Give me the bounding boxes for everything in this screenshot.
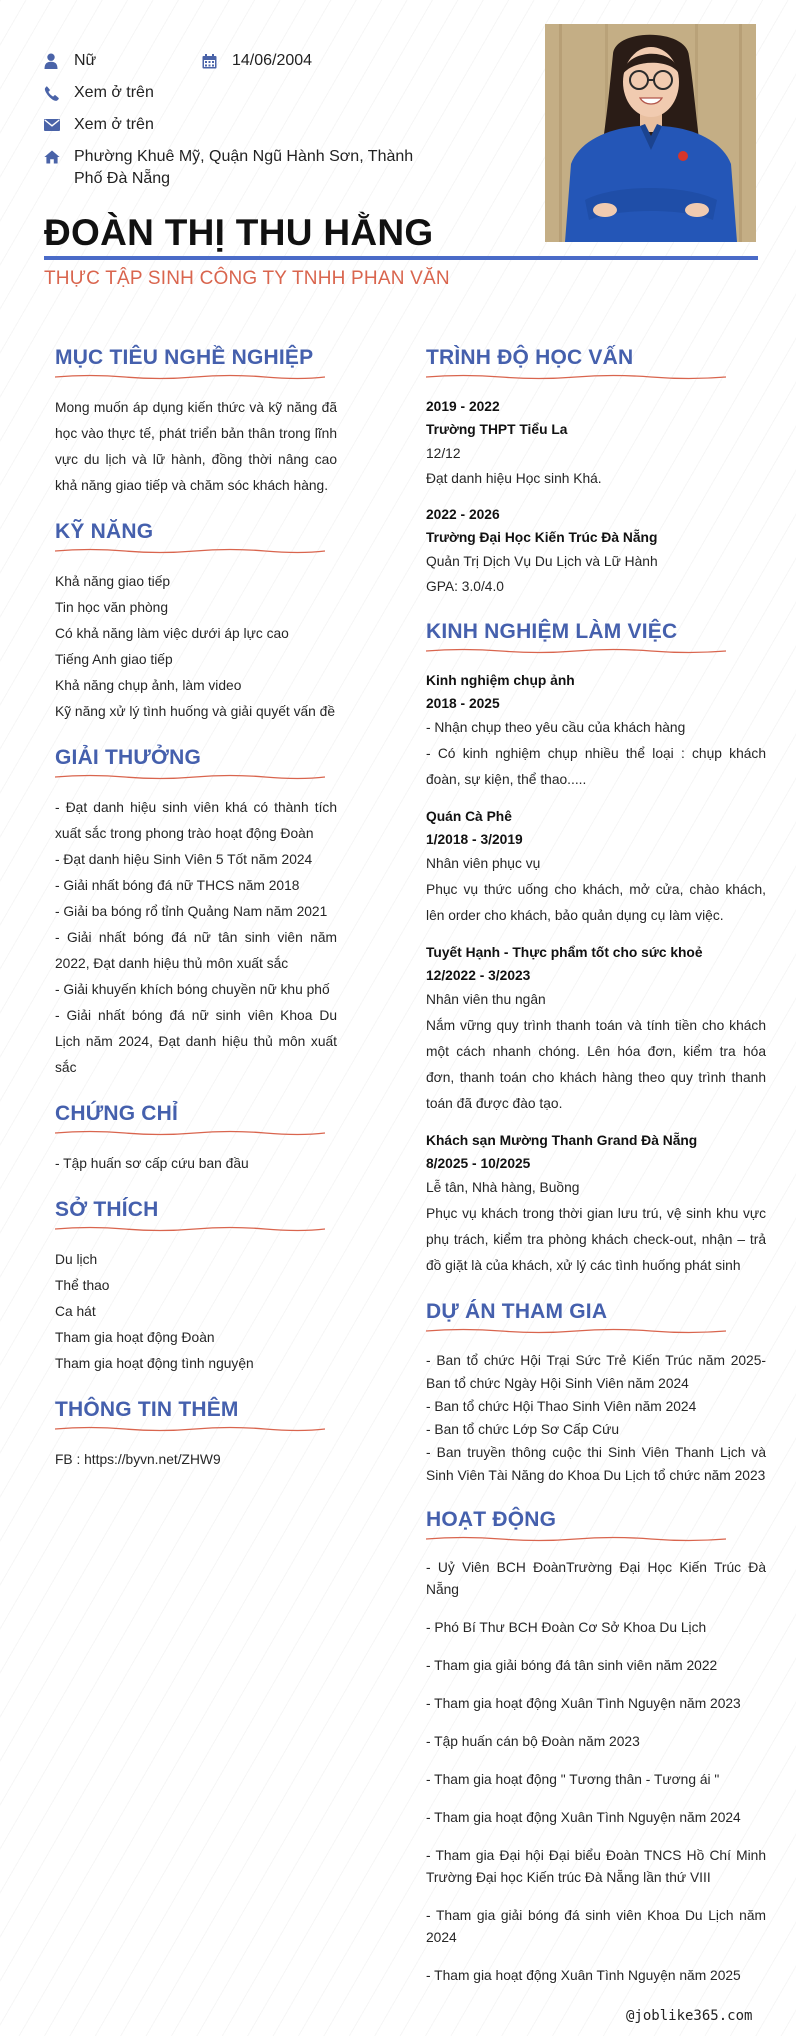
gender-row (44, 50, 96, 72)
project-item: - Ban tổ chức Hội Trại Sức Trẻ Kiến Trúc năm 2025- Ban tổ chức Ngày Hội Sinh Viên năm 2024 (426, 1353, 766, 1391)
section-underline (426, 373, 726, 381)
activity-item: - Tham gia Đại hội Đại biểu Đoàn TNCS Hồ Chí Minh Trường Đại học Kiến trúc Đà Nẵng lần thứ VIII (426, 1848, 766, 1885)
address-value: Phường Khuê Mỹ, Quận Ngũ Hành Sơn, Thành Phố Đà Nẵng (74, 148, 414, 187)
email-value: Xem ở trên (74, 116, 154, 133)
experience-role: - Nhận chụp theo yêu cầu của khách hàng (426, 720, 686, 735)
experience-description: Nắm vững quy trình thanh toán và tính tiền cho khách một cách nhanh chóng. Lên hóa đơn, kiểm tra hóa đơn, thanh toán cho khách hàng theo quy trình thanh toán đã được đào tạo. (426, 1018, 766, 1111)
candidate-name: ĐOÀN THỊ THU HẰNG (44, 212, 434, 253)
education-detail: Quản Trị Dịch Vụ Du Lịch và Lữ Hành (426, 554, 658, 569)
award-item: - Giải khuyến khích bóng chuyền nữ khu phố (55, 982, 330, 997)
activity-item: - Phó Bí Thư BCH Đoàn Cơ Sở Khoa Du Lịch (426, 1620, 707, 1635)
education-entry (426, 503, 766, 599)
experience-section (426, 619, 766, 1279)
birthdate-row (202, 50, 312, 72)
activity-item: - Tập huấn cán bộ Đoàn năm 2023 (426, 1734, 640, 1749)
awards-section (55, 745, 337, 1081)
calendar-icon (202, 50, 222, 72)
site-watermark: @joblike365.com (626, 2008, 753, 2024)
left-column (55, 345, 337, 1493)
experience-company: Tuyết Hạnh - Thực phẩm tốt cho sức khoẻ (426, 945, 703, 960)
experience-period: 12/2022 - 3/2023 (426, 968, 531, 983)
projects-section (426, 1299, 766, 1487)
award-item: - Giải nhất bóng đá nữ THCS năm 2018 (55, 878, 300, 893)
award-item: - Giải ba bóng rổ tỉnh Quảng Nam năm 2021 (55, 904, 328, 919)
position-title: THỰC TẬP SINH CÔNG TY TNHH PHAN VĂN (44, 268, 450, 289)
award-item: - Đạt danh hiệu Sinh Viên 5 Tốt năm 2024 (55, 852, 313, 867)
project-item: - Ban tổ chức Lớp Sơ Cấp Cứu (426, 1422, 620, 1437)
section-underline (55, 1225, 325, 1233)
objective-section (55, 345, 337, 499)
activity-item: - Uỷ Viên BCH ĐoànTrường Đại Học Kiến Trúc Đà Nẵng (426, 1560, 766, 1597)
experience-entry (426, 669, 766, 793)
hobby-item: Thể thao (55, 1278, 110, 1293)
experience-entry (426, 1129, 766, 1279)
objective-text: Mong muốn áp dụng kiến thức và kỹ năng đã học vào thực tế, phát triển bản thân trong lĩnh vực du lịch và lữ hành, đồng thời nâng cao khả năng giao tiếp và chăm sóc khách hàng. (55, 400, 337, 493)
award-item: - Giải nhất bóng đá nữ sinh viên Khoa Du Lịch năm 2024, Đạt danh hiệu thủ môn xuất sắc (55, 1008, 337, 1075)
email-row (44, 114, 154, 136)
experience-company: Kinh nghiệm chụp ảnh (426, 673, 575, 688)
section-title: SỞ THÍCH (55, 1198, 159, 1221)
skill-item: Khả năng giao tiếp (55, 574, 171, 589)
section-underline (55, 1425, 325, 1433)
section-title: TRÌNH ĐỘ HỌC VẤN (426, 346, 634, 369)
section-title: GIẢI THƯỞNG (55, 746, 202, 769)
person-icon (44, 50, 64, 72)
hobby-item: Tham gia hoạt động Đoàn (55, 1330, 215, 1345)
hobby-item: Tham gia hoạt động tình nguyện (55, 1356, 254, 1371)
experience-description: Phục vụ khách trong thời gian lưu trú, vệ sinh khu vực phụ trách, kiểm tra phòng khách check-out, nhận – trả đồ giặt là của khách, xử lý các tình huống phát sinh (426, 1206, 766, 1273)
gender-value: Nữ (74, 52, 97, 69)
experience-period: 1/2018 - 3/2019 (426, 832, 523, 847)
skill-item: Kỹ năng xử lý tình huống và giải quyết vấn đề (55, 704, 335, 719)
right-column (426, 345, 766, 2007)
education-school: Trường Đại Học Kiến Trúc Đà Nẵng (426, 530, 658, 545)
experience-company: Khách sạn Mường Thanh Grand Đà Nẵng (426, 1133, 698, 1148)
hobby-item: Ca hát (55, 1304, 96, 1319)
activity-item: - Tham gia giải bóng đá tân sinh viên năm 2022 (426, 1658, 718, 1673)
profile-photo (545, 24, 756, 242)
section-title: THÔNG TIN THÊM (55, 1398, 239, 1421)
experience-description: - Có kinh nghiệm chụp nhiều thể loại : chụp khách đoàn, sự kiện, thể thao..... (426, 746, 766, 787)
hobby-item: Du lịch (55, 1252, 98, 1267)
education-detail: 12/12 (426, 446, 461, 461)
award-item: - Đạt danh hiệu sinh viên khá có thành tích xuất sắc trong phong trào hoạt động Đoàn (55, 800, 337, 841)
skills-section (55, 519, 337, 725)
activities-section (426, 1507, 766, 1987)
section-underline (426, 1327, 726, 1335)
section-title: MỤC TIÊU NGHỀ NGHIỆP (55, 346, 314, 369)
section-underline (55, 373, 325, 381)
skill-item: Khả năng chụp ảnh, làm video (55, 678, 242, 693)
activity-item: - Tham gia hoạt động " Tương thân - Tương ái " (426, 1772, 720, 1787)
project-item: - Ban tổ chức Hội Thao Sinh Viên năm 2024 (426, 1399, 697, 1414)
activity-item: - Tham gia giải bóng đá sinh viên Khoa Du Lịch năm 2024 (426, 1908, 766, 1945)
section-underline (55, 1129, 325, 1137)
section-underline (426, 647, 726, 655)
phone-icon (44, 82, 64, 104)
section-title: CHỨNG CHỈ (55, 1102, 179, 1125)
resume-header (0, 0, 796, 300)
phone-value: Xem ở trên (74, 84, 154, 101)
section-underline (426, 1535, 726, 1543)
experience-role: Nhân viên thu ngân (426, 992, 546, 1007)
section-underline (55, 547, 325, 555)
experience-entry (426, 805, 766, 929)
activity-item: - Tham gia hoạt động Xuân Tình Nguyện năm 2023 (426, 1696, 741, 1711)
phone-row (44, 82, 154, 104)
education-section (426, 345, 766, 599)
section-underline (55, 773, 325, 781)
section-title: HOẠT ĐỘNG (426, 1508, 557, 1531)
experience-period: 8/2025 - 10/2025 (426, 1156, 531, 1171)
project-item: - Ban truyền thông cuộc thi Sinh Viên Thanh Lịch và Sinh Viên Tài Năng do Khoa Du Lịch tổ chức năm 2023 (426, 1445, 766, 1483)
education-years: 2019 - 2022 (426, 399, 500, 414)
experience-role: Lễ tân, Nhà hàng, Buồng (426, 1180, 580, 1195)
award-item: - Giải nhất bóng đá nữ tân sinh viên năm 2022, Đạt danh hiệu thủ môn xuất sắc (55, 930, 337, 971)
experience-company: Quán Cà Phê (426, 809, 512, 824)
education-school: Trường THPT Tiểu La (426, 422, 568, 437)
activity-item: - Tham gia hoạt động Xuân Tình Nguyện năm 2024 (426, 1810, 741, 1825)
section-title: KINH NGHIỆM LÀM VIỆC (426, 620, 678, 643)
experience-entry (426, 941, 766, 1117)
skill-item: Có khả năng làm việc dưới áp lực cao (55, 626, 289, 641)
experience-role: Nhân viên phục vụ (426, 856, 541, 871)
skill-item: Tin học văn phòng (55, 600, 169, 615)
education-years: 2022 - 2026 (426, 507, 500, 522)
home-icon (44, 146, 64, 168)
birthdate-value: 14/06/2004 (232, 52, 313, 69)
certificate-item: - Tập huấn sơ cấp cứu ban đầu (55, 1156, 249, 1171)
certificates-section (55, 1101, 337, 1177)
activity-item: - Tham gia hoạt động Xuân Tình Nguyện năm 2025 (426, 1968, 741, 1983)
address-row (44, 146, 434, 190)
education-entry (426, 395, 766, 491)
section-title: DỰ ÁN THAM GIA (426, 1300, 608, 1323)
section-title: KỸ NĂNG (55, 520, 154, 543)
skill-item: Tiếng Anh giao tiếp (55, 652, 173, 667)
education-detail: GPA: 3.0/4.0 (426, 579, 504, 594)
more-info-section (55, 1397, 337, 1473)
envelope-icon (44, 114, 64, 136)
facebook-link[interactable]: FB : https://byvn.net/ZHW9 (55, 1452, 221, 1467)
education-detail: Đạt danh hiệu Học sinh Khá. (426, 471, 602, 486)
hobbies-section (55, 1197, 337, 1377)
experience-period: 2018 - 2025 (426, 696, 500, 711)
experience-description: Phục vụ thức uống cho khách, mở cửa, chào khách, lên order cho khách, bảo quản dụng cụ làm việc. (426, 882, 766, 923)
name-divider (44, 256, 758, 260)
